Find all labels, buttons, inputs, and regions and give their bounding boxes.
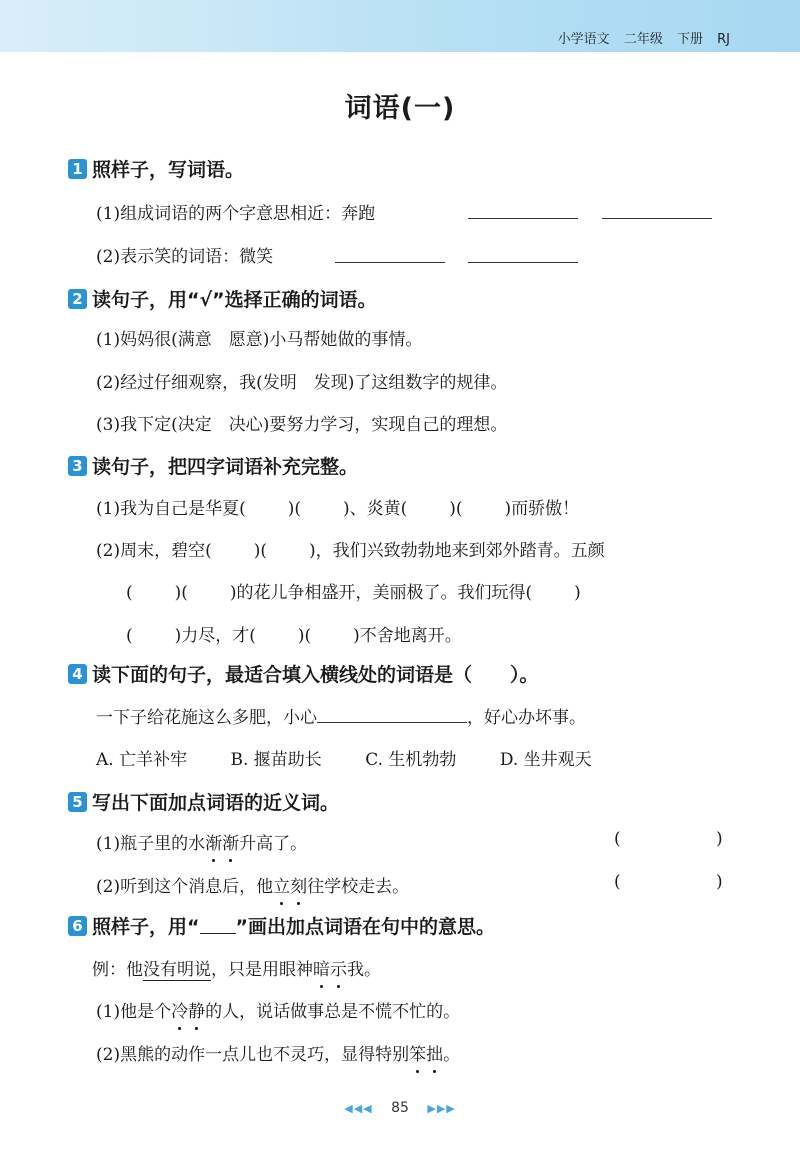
q6-l1-dotted-char: 静 (188, 997, 205, 1022)
q4-sentence-b: ，好心办坏事。 (467, 708, 586, 728)
q6-example-underlined: 没有明说 (143, 960, 211, 980)
q5-answer-2-close: ) (716, 872, 723, 892)
q1-blank-3[interactable] (335, 262, 445, 263)
q5-l1-dotted-char: 渐 (205, 829, 222, 854)
q4-options (96, 745, 630, 770)
q6-underline-sample (200, 917, 236, 934)
q3-l4-part-d: )不舍地离开。 (353, 626, 462, 646)
q2-line-3: (3)我下定(决定 决心)要努力学习，实现自己的理想。 (96, 415, 508, 435)
header-info (558, 28, 730, 47)
q6-l2-part-b: 。 (443, 1045, 461, 1065)
q3-l1-part-b: )( (287, 499, 301, 519)
q5-line-1 (96, 829, 307, 854)
q5-heading (68, 788, 339, 815)
q4-sentence-a: 一下子给花施这么多肥，小心 (96, 708, 317, 728)
q3-line-4 (126, 621, 462, 646)
q5-text: 写出下面加点词语的近义词。 (92, 792, 340, 814)
q5-l1-part-b: 升高了。 (239, 834, 308, 854)
q4-option-d[interactable]: D. 坐井观天 (499, 750, 592, 770)
q3-l1-part-e: )而骄傲！ (504, 499, 580, 519)
q4-blank[interactable] (317, 722, 467, 723)
q3-l2-part-b: )( (253, 541, 267, 561)
q5-l2-part-b: 往学校走去。 (307, 877, 410, 897)
page-footer (0, 1100, 800, 1116)
q4-option-c[interactable]: C. 生机勃勃 (365, 750, 457, 770)
q6-example-c: 我。 (347, 960, 381, 980)
q1-blank-2[interactable] (602, 218, 712, 219)
q5-l1-dotted-char: 渐 (222, 829, 239, 854)
q2-heading (68, 285, 377, 312)
q4-option-a[interactable]: A. 亡羊补牢 (96, 750, 188, 770)
page-number: 85 (391, 1100, 409, 1116)
q1-line-2-text: (2)表示笑的词语：微笑 (96, 247, 274, 267)
q3-l2-part-c: )，我们兴致勃勃地来到郊外踏青。五颜 (308, 541, 605, 561)
q6-line-1 (96, 997, 460, 1022)
q1-heading (68, 155, 244, 182)
header-subject: 小学语文 (557, 32, 610, 47)
q1-blank-4[interactable] (468, 262, 578, 263)
q6-text-b: ”画出加点词语在句中的意思。 (235, 916, 495, 938)
q6-number: 6 (68, 916, 87, 936)
q5-l2-part-a: (2)听到这个消息后，他 (96, 877, 274, 897)
q3-l1-part-c: )、炎黄( (342, 499, 408, 519)
q1-line-1-text: (1)组成词语的两个字意思相近：奔跑 (96, 204, 376, 224)
q5-l1-part-a: (1)瓶子里的水 (96, 834, 206, 854)
q1-text: 照样子，写词语。 (92, 159, 245, 181)
q2-line-1: (1)妈妈很(满意 愿意)小马帮她做的事情。 (96, 330, 423, 350)
q6-l2-dotted-char: 笨 (409, 1040, 426, 1065)
q3-l1-part-d: )( (449, 499, 463, 519)
q3-line-2 (96, 536, 605, 561)
q5-l2-dotted-char: 立 (273, 872, 290, 897)
q2-text: 读句子，用“√”选择正确的词语。 (92, 289, 377, 311)
q3-l4-part-a: ( (126, 626, 133, 646)
q3-line-1 (96, 494, 579, 519)
page-title: 词语(一) (344, 93, 456, 124)
q3-l2-part-a: (2)周末，碧空( (96, 541, 212, 561)
q2-number: 2 (68, 289, 87, 309)
q6-l2-dotted-char: 拙 (426, 1040, 443, 1065)
q3-line-3 (126, 578, 581, 603)
q6-l2-part-a: (2)黑熊的动作一点儿也不灵巧，显得特别 (96, 1045, 410, 1065)
q3-number: 3 (68, 456, 87, 476)
header-volume: 下册 (676, 32, 703, 47)
q6-line-2 (96, 1040, 460, 1065)
q6-l1-part-b: 的人，说话做事总是不慌不忙的。 (205, 1002, 461, 1022)
q3-l3-part-b: )( (174, 583, 188, 603)
prev-arrows-icon: ◀◀◀ (344, 1102, 373, 1115)
q4-number: 4 (68, 664, 87, 684)
q3-l4-part-b: )力尽，才( (174, 626, 256, 646)
next-arrows-icon: ▶▶▶ (427, 1102, 456, 1115)
q5-number: 5 (68, 792, 87, 812)
q2-line-2: (2)经过仔细观察，我(发明 发现)了这组数字的规律。 (96, 373, 508, 393)
q6-l1-dotted-char: 冷 (171, 997, 188, 1022)
q5-answer-2-open: ( (614, 872, 621, 892)
q6-example-b: ，只是用眼神 (211, 960, 313, 980)
q6-heading (68, 912, 495, 939)
q5-answer-1-open: ( (614, 829, 621, 849)
q3-text: 读句子，把四字词语补充完整。 (92, 456, 359, 478)
q6-l1-part-a: (1)他是个 (96, 1002, 172, 1022)
q5-answer-1-close: ) (716, 829, 723, 849)
q3-heading (68, 452, 358, 479)
q1-number: 1 (68, 159, 87, 179)
q4-option-b[interactable]: B. 揠苗助长 (230, 750, 322, 770)
q3-l4-part-c: )( (297, 626, 312, 646)
q6-example-dotted-char: 暗 (313, 955, 330, 980)
q1-blank-1[interactable] (468, 218, 578, 219)
q4-heading (68, 660, 539, 687)
header-grade: 二年级 (623, 32, 663, 47)
q3-l1-part-a: (1)我为自己是华夏( (96, 499, 246, 519)
q4-text: 读下面的句子，最适合填入横线处的词语是（ ）。 (92, 664, 539, 686)
q3-l3-part-c: )的花儿争相盛开，美丽极了。我们玩得( (229, 583, 533, 603)
q3-l3-part-a: ( (126, 583, 133, 603)
q5-l2-dotted-char: 刻 (290, 872, 307, 897)
q6-example-dotted-char: 示 (330, 955, 347, 980)
q5-line-2 (96, 872, 409, 897)
header-edition: RJ (717, 32, 730, 47)
q6-example (92, 955, 381, 980)
q1-line-1 (96, 199, 375, 224)
q4-sentence (96, 703, 586, 728)
q6-text-a: 照样子，用“ (92, 916, 200, 938)
q6-example-a: 例：他 (92, 960, 143, 980)
q1-line-2 (96, 242, 273, 267)
q3-l3-part-d: ) (574, 583, 581, 603)
